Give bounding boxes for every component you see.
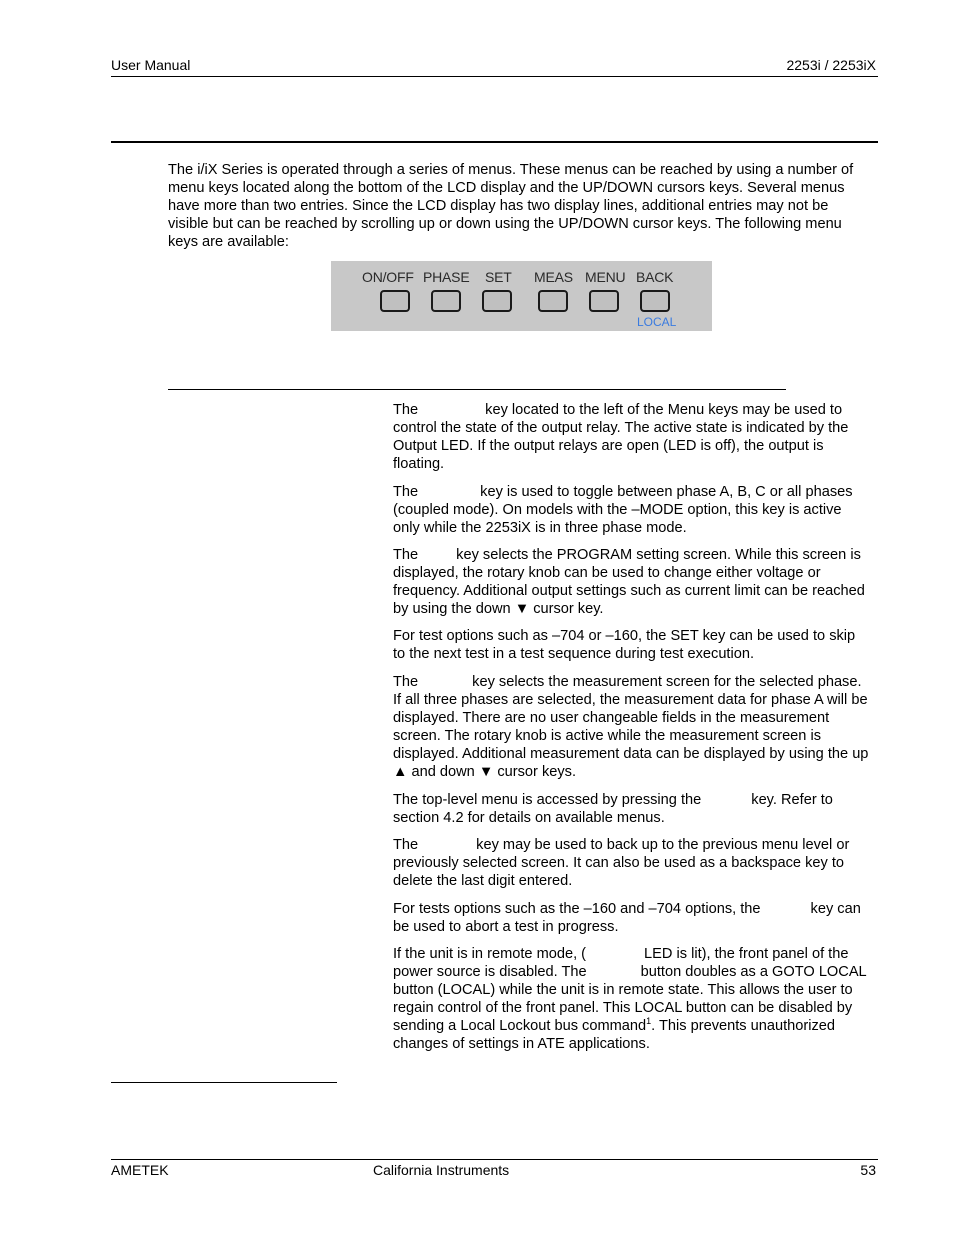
footnote-rule: [111, 1082, 337, 1083]
p7-text: key may be used to back up to the previous menu level or previously selected screen. It can also be used as a backspace key to delete the last digit entered.: [393, 837, 850, 889]
footnote-ref: 1: [646, 1016, 652, 1027]
phase-description: [393, 483, 871, 537]
p6-lead: The top-level menu is accessed by pressing the: [393, 792, 702, 808]
header-rule: [111, 76, 878, 77]
section-rule: [111, 141, 878, 143]
key-label-meas: MEAS: [534, 269, 573, 285]
intro-paragraph: The i/iX Series is operated through a series of menus. These menus can be reached by using a number of menu keys located along the bottom of the LCD display and the UP/DOWN cursors keys. Several menus have more than two entries. Since the LCD display has two display lines, additional entries may not be visible but can be reached by scrolling up or down using the UP/DOWN cursor keys. The following menu keys are available:: [168, 162, 854, 250]
p2-text: key is used to toggle between phase A, B, C or all phases (coupled mode). On models with the –MODE option, this key is active only while the 2253iX is in three phase mode.: [393, 484, 853, 536]
p1-text: key located to the left of the Menu keys may be used to control the state of the output relay. The active state is indicated by the Output LED. If the output relays are open (LED is off), the output is floating.: [393, 402, 849, 472]
page-number: 53: [860, 1162, 876, 1178]
onoff-description: [393, 401, 871, 473]
local-description: [393, 945, 871, 1053]
p9-c: button doubles as a GOTO LOCAL button (LOCAL) while the unit is in remote state. This allows the user to regain control of the front panel. This LOCAL button can be disabled by sending a Local Lockout bus command: [393, 964, 867, 1034]
menu-key[interactable]: [589, 290, 619, 312]
set-test-description: For test options such as –704 or –160, the SET key can be used to skip to the next test in a test sequence during test execution.: [393, 628, 856, 662]
p9-d: . This prevents unauthorized changes of settings in ATE applications.: [393, 1018, 836, 1052]
p7-lead: The: [393, 837, 419, 853]
p2-lead: The: [393, 484, 419, 500]
p9-a: If the unit is in remote mode, (: [393, 946, 587, 962]
p8-text: key can be used to abort a test in progress.: [393, 901, 861, 935]
local-label: LOCAL: [637, 315, 677, 329]
meas-description: [393, 673, 871, 781]
header-model: 2253i / 2253iX: [786, 57, 876, 73]
subsection-rule: [168, 389, 786, 390]
back-description: [393, 836, 871, 890]
footer-division: California Instruments: [373, 1162, 510, 1178]
p3-text: key selects the PROGRAM setting screen. While this screen is displayed, the rotary knob can be used to change either voltage or frequency. Additional output settings such as current limit can be reached by using the down ▼ cursor key.: [393, 547, 865, 617]
key-label-phase: PHASE: [423, 269, 470, 285]
footer-company: AMETEK: [111, 1162, 169, 1178]
back-test-description: [393, 900, 871, 936]
menu-description: [393, 791, 871, 827]
p6-text: key. Refer to section 4.2 for details on available menus.: [393, 792, 833, 826]
p9-b: LED is lit), the front panel of the power source is disabled. The: [393, 946, 849, 980]
p5-text: key selects the measurement screen for the selected phase. If all three phases are selected, the measurement data for phase A will be displayed. There are no user changeable fields in the measurement screen. The rotary knob is active while the measurement screen is displayed. Additional measurement data can be displayed by using the up ▲ and down ▼ cursor keys.: [393, 674, 869, 780]
p8-lead: For tests options such as the –160 and –704 options, the: [393, 901, 761, 917]
back-key[interactable]: [640, 290, 670, 312]
header-title: User Manual: [111, 57, 191, 73]
p3-lead: The: [393, 547, 419, 563]
p1-lead: The: [393, 402, 419, 418]
set-description: [393, 546, 871, 618]
key-label-menu: MENU: [585, 269, 626, 285]
key-label-onoff: ON/OFF: [362, 269, 414, 285]
meas-key[interactable]: [538, 290, 568, 312]
set-key[interactable]: [482, 290, 512, 312]
phase-key[interactable]: [431, 290, 461, 312]
key-label-back: BACK: [636, 269, 674, 285]
menu-keys-panel: [331, 261, 712, 331]
p5-lead: The: [393, 674, 419, 690]
onoff-key[interactable]: [380, 290, 410, 312]
footer-rule: [111, 1159, 878, 1160]
key-label-set: SET: [485, 269, 512, 285]
